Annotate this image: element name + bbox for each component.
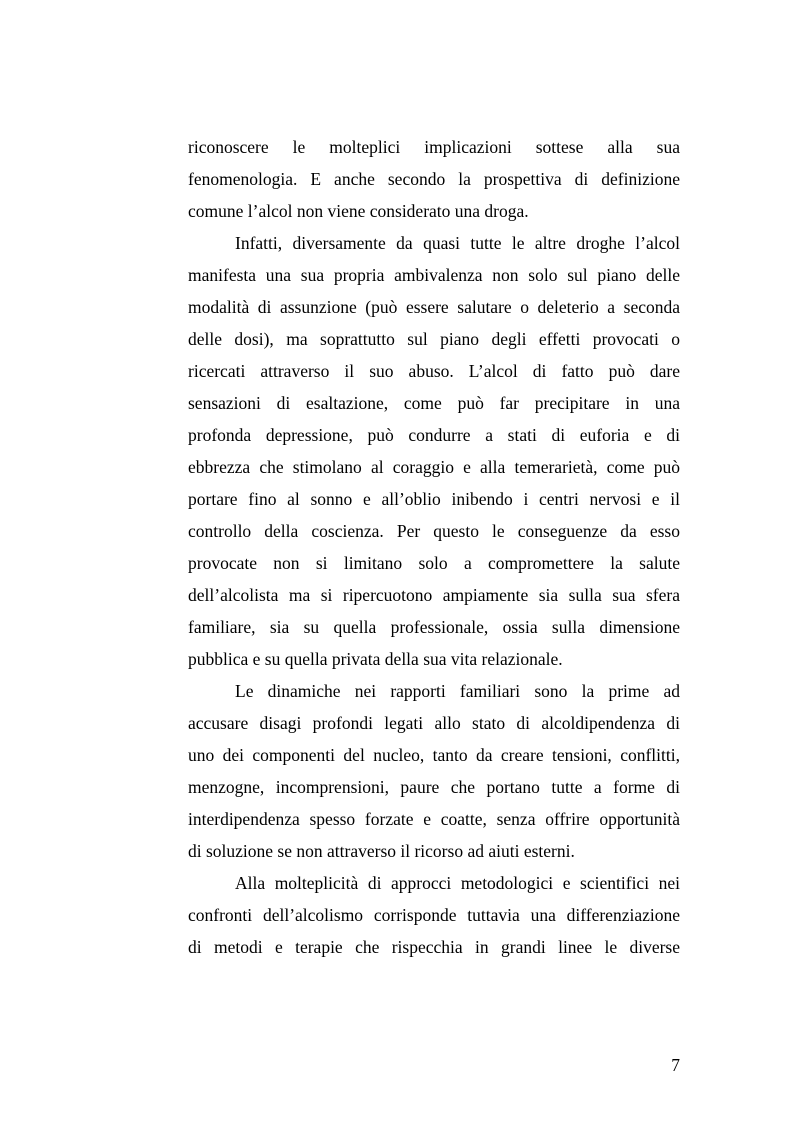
text-line: modalità di assunzione (può essere salutare o deleterio a seconda: [188, 297, 680, 317]
text-line: dell’alcolista ma si ripercuotono ampiamente sia sulla sua sfera: [188, 585, 680, 605]
text-line: di soluzione se non attraverso il ricorso ad aiuti esterni.: [188, 841, 575, 861]
text-line: controllo della coscienza. Per questo le conseguenze da esso: [188, 521, 680, 541]
text-line: sensazioni di esaltazione, come può far precipitare in una: [188, 393, 680, 413]
text-line: comune l’alcol non viene considerato una droga.: [188, 201, 529, 221]
text-line: di metodi e terapie che rispecchia in grandi linee le diverse: [188, 937, 680, 957]
page-number: 7: [671, 1055, 680, 1075]
text-line: pubblica e su quella privata della sua vita relazionale.: [188, 649, 563, 669]
body-text: [188, 131, 680, 963]
text-line: provocate non si limitano solo a compromettere la salute: [188, 553, 680, 573]
text-line: riconoscere le molteplici implicazioni sottese alla sua: [188, 137, 680, 157]
text-line: familiare, sia su quella professionale, ossia sulla dimensione: [188, 617, 680, 637]
text-line: Infatti, diversamente da quasi tutte le altre droghe l’alcol: [235, 233, 680, 253]
text-line: interdipendenza spesso forzate e coatte, senza offrire opportunità: [188, 809, 680, 829]
text-line: Le dinamiche nei rapporti familiari sono la prime ad: [235, 681, 680, 701]
text-line: accusare disagi profondi legati allo stato di alcoldipendenza di: [188, 713, 680, 733]
text-line: ebbrezza che stimolano al coraggio e alla temerarietà, come può: [188, 457, 680, 477]
text-line: portare fino al sonno e all’oblio inibendo i centri nervosi e il: [188, 489, 680, 509]
text-line: confronti dell’alcolismo corrisponde tuttavia una differenziazione: [188, 905, 680, 925]
text-line: manifesta una sua propria ambivalenza non solo sul piano delle: [188, 265, 680, 285]
text-line: uno dei componenti del nucleo, tanto da creare tensioni, conflitti,: [188, 745, 680, 765]
text-line: menzogne, incomprensioni, paure che portano tutte a forme di: [188, 777, 680, 797]
text-line: ricercati attraverso il suo abuso. L’alcol di fatto può dare: [188, 361, 680, 381]
text-line: profonda depressione, può condurre a stati di euforia e di: [188, 425, 680, 445]
text-line: Alla molteplicità di approcci metodologici e scientifici nei: [235, 873, 680, 893]
text-line: fenomenologia. E anche secondo la prospettiva di definizione: [188, 169, 680, 189]
text-line: delle dosi), ma soprattutto sul piano degli effetti provocati o: [188, 329, 680, 349]
